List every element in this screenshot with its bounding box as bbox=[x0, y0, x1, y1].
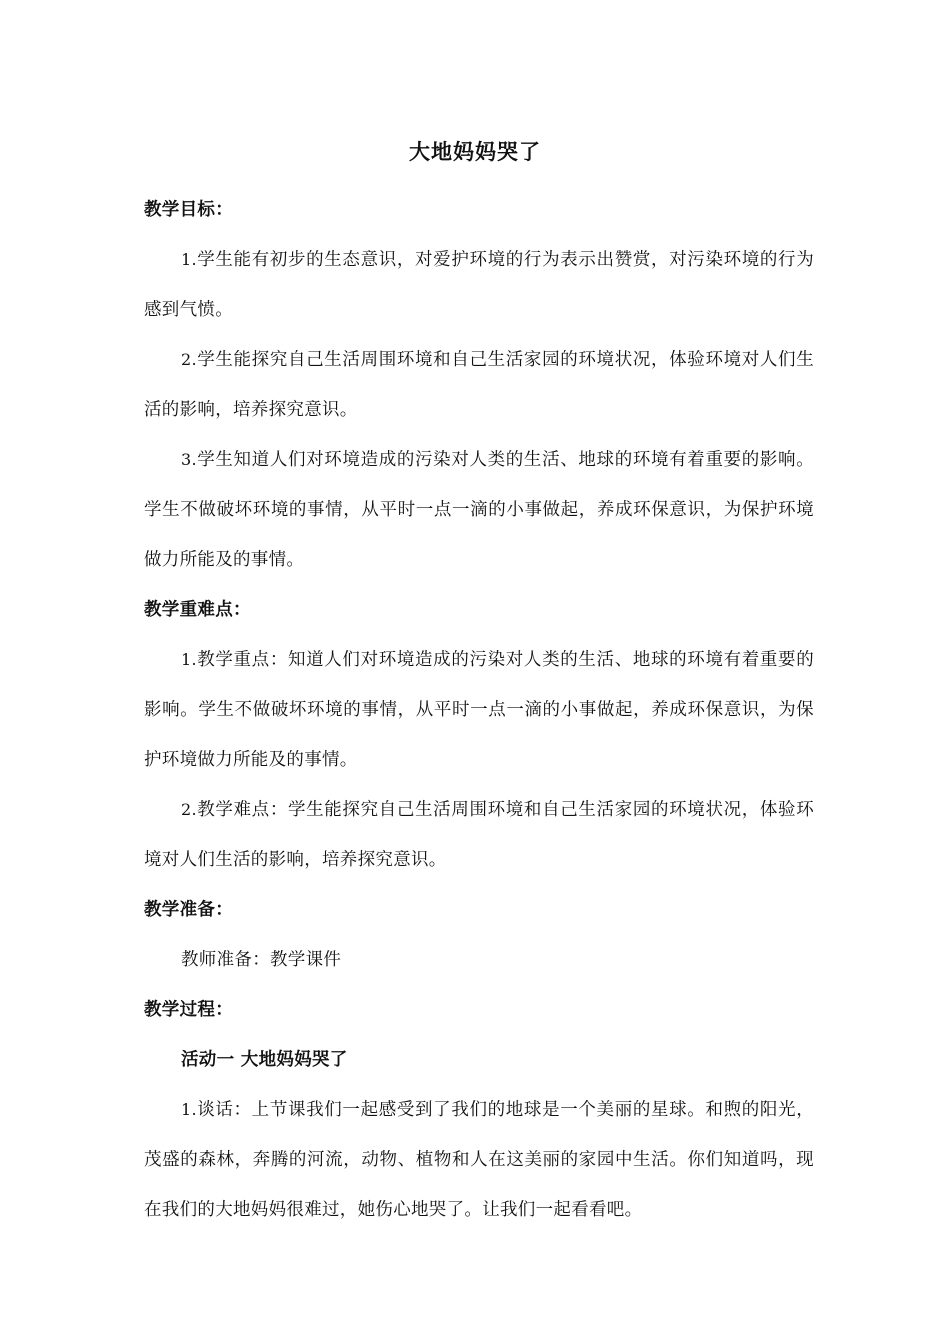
document-body bbox=[144, 185, 814, 1235]
section-heading-goals: 教学目标： bbox=[144, 200, 233, 220]
section-heading-key-points: 教学重难点： bbox=[144, 600, 251, 620]
goal-item-1 bbox=[144, 235, 814, 335]
section-heading-preparation: 教学准备： bbox=[144, 900, 233, 920]
preparation-text: 教师准备：教学课件 bbox=[181, 950, 342, 970]
item-text: 谈话：上节课我们一起感受到了我们的地球是一个美丽的星球。和煦的阳光，茂盛的森林，奔腾的河流，动物、植物和人在这美丽的家园中生活。你们知道吗，现在我们的大地妈妈很难过，她伤心地哭了。让我们一起看看吧。 bbox=[144, 1100, 814, 1220]
item-number: 3. bbox=[181, 450, 197, 469]
item-text: 学生能探究自己生活周围环境和自己生活家园的环境状况，体验环境对人们生活的影响，培养探究意识。 bbox=[144, 350, 814, 420]
item-text: 学生知道人们对环境造成的污染对人类的生活、地球的环境有着重要的影响。学生不做破坏环境的事情，从平时一点一滴的小事做起，养成环保意识，为保护环境做力所能及的事情。 bbox=[144, 450, 814, 570]
item-number: 2. bbox=[181, 800, 197, 819]
item-number: 1. bbox=[181, 650, 197, 669]
activity-title: 活动一 大地妈妈哭了 bbox=[181, 1050, 348, 1070]
item-number: 1. bbox=[181, 250, 197, 269]
item-text: 教学重点：知道人们对环境造成的污染对人类的生活、地球的环境有着重要的影响。学生不做破坏环境的事情，从平时一点一滴的小事做起，养成环保意识，为保护环境做力所能及的事情。 bbox=[144, 650, 814, 770]
document-title: 大地妈妈哭了 bbox=[409, 140, 541, 164]
key-point-item-2 bbox=[144, 785, 814, 885]
item-number: 2. bbox=[181, 350, 197, 369]
goal-item-2 bbox=[144, 335, 814, 435]
key-point-item-1 bbox=[144, 635, 814, 785]
item-text: 学生能有初步的生态意识，对爱护环境的行为表示出赞赏，对污染环境的行为感到气愤。 bbox=[144, 250, 814, 320]
process-item-1 bbox=[144, 1085, 814, 1235]
goal-item-3 bbox=[144, 435, 814, 585]
section-heading-process: 教学过程： bbox=[144, 1000, 233, 1020]
item-text: 教学难点：学生能探究自己生活周围环境和自己生活家园的环境状况，体验环境对人们生活的影响，培养探究意识。 bbox=[144, 800, 814, 870]
item-number: 1. bbox=[181, 1100, 197, 1119]
